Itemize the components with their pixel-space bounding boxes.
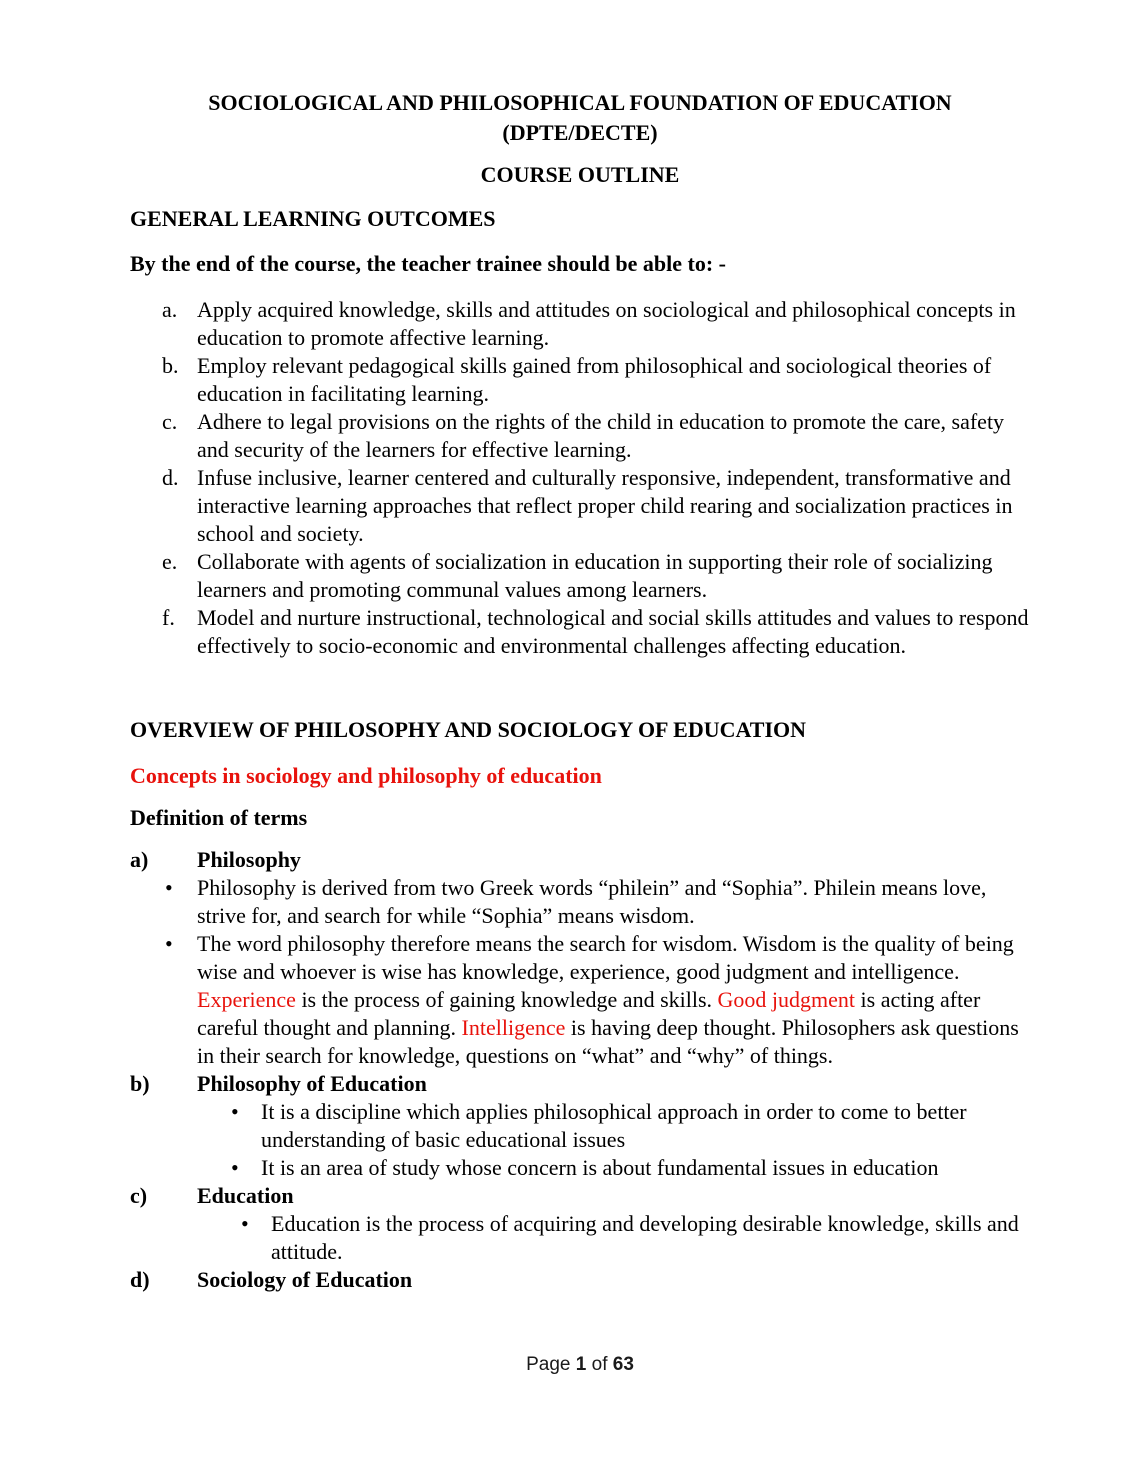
philosophy-of-education-bullets [130,1098,1030,1182]
philosophy-of-education-bullet-1 [130,1098,1030,1154]
outcome-marker: e. [162,549,178,574]
outcome-item-a [130,296,1030,352]
overview-heading: OVERVIEW OF PHILOSOPHY AND SOCIOLOGY OF EDUCATION [130,717,807,742]
outcome-marker: c. [162,409,178,434]
term-title: Education [197,1183,294,1208]
philosophy-of-education-bullet-2 [130,1154,1030,1182]
outcome-text: Model and nurture instructional, technological and social skills attitudes and values to respond effectively to socio-economic and environmental challenges affecting education. [197,605,1029,658]
outcome-marker: f. [162,605,175,630]
bullet-icon: • [231,1099,239,1124]
term-head-philosophy-of-education [130,1070,1030,1098]
bullet-icon: • [165,931,173,956]
outcome-item-c [130,408,1030,464]
page-number-of: of [586,1354,613,1375]
term-marker: b) [130,1071,150,1096]
term-title: Philosophy [197,847,301,872]
philosophy-bullet-1 [130,874,1030,930]
term-head-education [130,1182,1030,1210]
outcome-item-f [130,604,1030,660]
course-outline-heading: COURSE OUTLINE [480,162,680,187]
outcome-marker: a. [162,297,178,322]
concepts-heading: Concepts in sociology and philosophy of education [130,763,602,788]
bullet-text: It is a discipline which applies philosophical approach in order to come to better understanding of basic educational issues [261,1099,967,1152]
term-marker: c) [130,1183,148,1208]
page-number-prefix: Page [526,1354,576,1375]
term-title: Philosophy of Education [197,1071,427,1096]
outcome-text: Infuse inclusive, learner centered and culturally responsive, independent, transformative and interactive learning approaches that reflect proper child rearing and socialization practices in school and society. [197,465,1013,546]
term-marker: d) [130,1267,150,1292]
term-marker: a) [130,847,149,872]
bullet-icon: • [241,1211,249,1236]
learning-outcomes-list [130,296,1030,660]
outcome-item-b [130,352,1030,408]
bullet-icon: • [231,1155,239,1180]
term-head-philosophy [130,846,1030,874]
document-title-line1: SOCIOLOGICAL AND PHILOSOPHICAL FOUNDATION OF EDUCATION [208,90,952,115]
outcome-text: Employ relevant pedagogical skills gained from philosophical and sociological theories of education in facilitating learning. [197,353,992,406]
bullet-text: Philosophy is derived from two Greek words “philein” and “Sophia”. Philein means love, strive for, and search for while “Sophia” means wisdom. [197,875,987,928]
document-title [130,88,1030,148]
bullet-text: It is an area of study whose concern is about fundamental issues in education [261,1155,939,1180]
term-head-sociology-of-education [130,1266,1030,1294]
bullet-text: The word philosophy therefore means the search for wisdom. Wisdom is the quality of being wise and whoever is wise has knowledge, experience, good judgment and intelligence. Experience is the process of gaining knowledge and skills. Good judgment is acting after careful thought and planning. Intelligence is having deep thought. Philosophers ask questions in their search for knowledge, questions on “what” and “why” of things. [197,931,1019,1068]
philosophy-bullet-2 [130,930,1030,1070]
term-philosophy-of-education [130,1070,1030,1182]
education-bullet-1 [130,1210,1030,1266]
document-title-line2: (DPTE/DECTE) [502,120,658,145]
page-number-current: 1 [575,1354,587,1375]
term-philosophy [130,846,1030,1070]
outcome-text: Adhere to legal provisions on the rights of the child in education to promote the care, safety and security of the learners for effective learning. [197,409,1005,462]
philosophy-bullets [130,874,1030,1070]
bullet-icon: • [165,875,173,900]
outcome-text: Collaborate with agents of socialization in education in supporting their role of socializing learners and promoting communal values among learners. [197,549,993,602]
definition-of-terms-heading: Definition of terms [130,805,308,830]
bullet-text: Education is the process of acquiring and developing desirable knowledge, skills and attitude. [271,1211,1019,1264]
education-bullets [130,1210,1030,1266]
outcome-item-d [130,464,1030,548]
term-sociology-of-education [130,1266,1030,1294]
definition-terms-list [130,846,1030,1294]
outcome-item-e [130,548,1030,604]
term-title: Sociology of Education [197,1267,413,1292]
page-number-total: 63 [612,1354,634,1375]
term-education [130,1182,1030,1266]
outcome-text: Apply acquired knowledge, skills and attitudes on sociological and philosophical concepts in education to promote affective learning. [197,297,1016,350]
outcomes-lead: By the end of the course, the teacher trainee should be able to: - [130,251,726,276]
outcome-marker: d. [162,465,179,490]
outcome-marker: b. [162,353,179,378]
page-footer [130,1352,1030,1378]
general-learning-outcomes-heading: GENERAL LEARNING OUTCOMES [130,206,496,231]
